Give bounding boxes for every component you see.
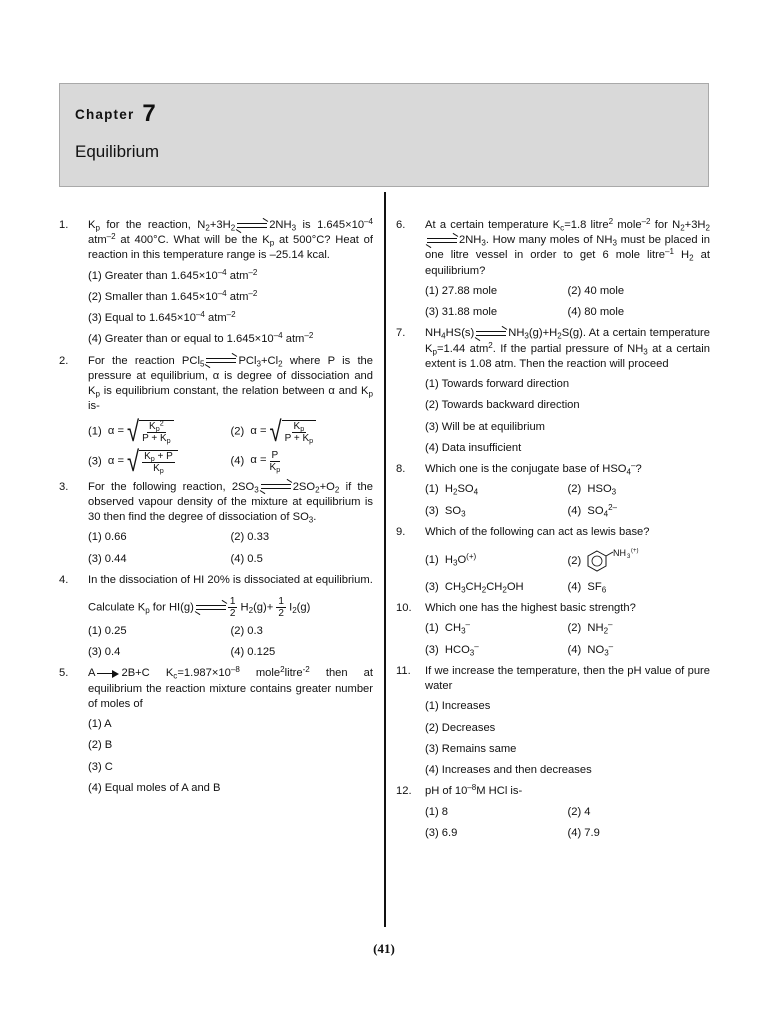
- chapter-label: Chapter 7: [75, 100, 156, 127]
- question-number: 9.: [396, 525, 406, 538]
- option-2[interactable]: (2) Towards backward direction: [425, 399, 580, 412]
- question-stem: $K_p$ for the reaction, $N_2+3H_2$ $2NH_3$ is $1.645\times 10^{-4}$ atm$^{-2}$ at 400°C. What will be the $K_p$ at 500°C? Heat of reaction in this temperature range is –25.14 kcal.: [88, 216, 373, 262]
- option-1[interactable]: (1) $CH_3^-$: [425, 620, 471, 636]
- option-3[interactable]: (3) Will be at equilibrium: [425, 420, 545, 433]
- option-4[interactable]: (4) 0.125: [230, 646, 276, 659]
- option-3[interactable]: (3) Equal to $1.645\times 10^{-4}$ atm$^{-2}$: [88, 310, 236, 325]
- option-1[interactable]: (1) α = √ $\frac{K_p^2}{P + K_p}$: [88, 420, 231, 444]
- option-4[interactable]: (4) Increases and then decreases: [425, 764, 592, 777]
- question-number: 11.: [396, 664, 411, 677]
- question-number: 2.: [59, 354, 69, 367]
- option-2[interactable]: (2) $NH_2^-$: [567, 620, 613, 636]
- option-2[interactable]: (2) Smaller than $1.645\times 10^{-4}$ atm$^{-2}$: [88, 288, 258, 303]
- left-column: [59, 218, 373, 802]
- option-1[interactable]: (1) Increases: [425, 700, 491, 713]
- option-4[interactable]: (4) $SO_4^{2-}$: [567, 502, 618, 518]
- question-3: [59, 480, 373, 567]
- chapter-title: Equilibrium: [75, 142, 160, 161]
- question-1: [59, 218, 373, 348]
- chapter-header: [59, 83, 709, 187]
- option-2[interactable]: (2) α = √ $\frac{K_p}{P + K_p}$: [231, 420, 374, 444]
- option-3[interactable]: (3) $CH_3CH_2CH_2OH$: [425, 580, 524, 595]
- option-2[interactable]: (2) 0.3: [230, 624, 263, 637]
- question-stem: At a certain temperature $K_c=1.8$ litre$^2$ mole$^{-2}$ for $N_2+3H_2$ $2NH_3$. How many moles of $NH_3$ must be placed in one litre vessel in order to get 6 mole litre$^{-1}$ $H_2$ at equilibrium?: [425, 216, 711, 277]
- option-4[interactable]: (4) Greater than or equal to $1.645\times 10^{-4}$ atm$^{-2}$: [88, 331, 314, 346]
- option-3[interactable]: (3) 0.44: [88, 552, 127, 565]
- question-8: [396, 462, 710, 519]
- option-1[interactable]: (1) Greater than $1.645\times 10^{-4}$ atm$^{-2}$: [88, 267, 258, 282]
- option-3[interactable]: (3) $HCO_3^-$: [425, 641, 479, 658]
- option-3[interactable]: (3) 6.9: [425, 826, 458, 839]
- question-stem: pH of $10^{-8}M$ HCl is-: [425, 783, 523, 798]
- option-4[interactable]: (4) Equal moles of A and B: [88, 781, 221, 794]
- question-stem: $NH_4HS(s)$ $NH_3(g)+H_2S(g)$. At a certain temperature $K_p=1.44$ atm$^2$. If the partial pressure of $NH_3$ at a certain extent is 1.08 atm. Then the reaction will proceed: [425, 327, 710, 370]
- anilinium-structure: [587, 548, 649, 574]
- option-3[interactable]: (3) C: [88, 760, 113, 773]
- question-stem: A 2B+C $K_c=1.987\times 10^{-8}$ mole$^2$litre$^{-2}$ then at equilibrium the reaction mixture contains greater number of moles of: [88, 665, 374, 710]
- option-4[interactable]: (4) $NO_3^-$: [567, 641, 614, 658]
- chapter-number: 7: [142, 100, 156, 127]
- question-12: [396, 784, 710, 841]
- option-1[interactable]: (1) $H_2SO_4$: [425, 483, 479, 497]
- question-5: [59, 666, 373, 796]
- right-column: [396, 218, 710, 847]
- option-1[interactable]: (1) 27.88 mole: [425, 284, 498, 297]
- option-4[interactable]: (4) 7.9: [567, 826, 600, 839]
- option-3[interactable]: (3) 0.4: [88, 646, 121, 659]
- question-number: 10.: [396, 602, 412, 615]
- option-2[interactable]: (2) Decreases: [425, 721, 496, 734]
- question-number: 5.: [59, 667, 69, 680]
- option-2[interactable]: (2) 4: [567, 805, 591, 818]
- question-stem: Which one is the conjugate base of $HSO_4^-$?: [425, 461, 642, 477]
- svg-text:3: 3: [627, 553, 631, 560]
- question-7: [396, 326, 710, 456]
- question-2: [59, 354, 373, 478]
- question-formula: Calculate $K_p$ for HI(g) $\frac{1}{2}$ $H_2(g)+$ $\frac{1}{2}$ $I_2(g)$: [88, 595, 311, 619]
- question-6: [396, 218, 710, 320]
- option-3[interactable]: (3) 31.88 mole: [425, 306, 498, 319]
- question-number: 3.: [59, 480, 69, 493]
- option-2[interactable]: (2) B: [88, 739, 113, 752]
- option-4[interactable]: (4) $SF_6$: [567, 580, 607, 595]
- question-stem: For the following reaction, $2SO_3$ $2SO_2+O_2$ if the observed vapour density of the mixture at equilibrium is 30 then find the degree of dissociation of $SO_3$.: [88, 480, 373, 525]
- option-1[interactable]: (1) 8: [425, 805, 449, 818]
- question-stem: For the reaction PCl$_5$ $PCl_3+Cl_2$ where P is the pressure at equilibrium, α is degree of dissociation and $K_p$ is equilibrium constant, the relation between α and $K_p$ is-: [88, 354, 373, 413]
- page-number: (41): [373, 941, 395, 956]
- question-stem: Which one has the highest basic strength?: [425, 602, 636, 615]
- option-3[interactable]: (3) $SO_3$: [425, 504, 466, 518]
- option-4[interactable]: (4) 0.5: [230, 552, 263, 565]
- option-1[interactable]: (1) 0.66: [88, 531, 127, 544]
- option-3[interactable]: (3) Remains same: [425, 742, 517, 755]
- question-4: [59, 573, 373, 661]
- question-11: [396, 664, 710, 778]
- option-1[interactable]: (1) A: [88, 718, 112, 731]
- question-number: 1.: [59, 219, 69, 231]
- option-2[interactable]: (2) 40 mole: [567, 284, 625, 297]
- option-2[interactable]: (2) NH 3 (+): [568, 548, 711, 574]
- question-9: [396, 525, 710, 595]
- option-2[interactable]: (2) $HSO_3$: [567, 483, 617, 497]
- option-2[interactable]: (2) 0.33: [230, 531, 270, 544]
- option-1[interactable]: (1) Towards forward direction: [425, 378, 570, 391]
- question-number: 8.: [396, 463, 406, 476]
- question-stem: In the dissociation of HI 20% is dissociated at equilibrium.: [88, 573, 373, 586]
- option-1[interactable]: (1) $H_3O^{(+)}$: [425, 552, 477, 568]
- question-stem: If we increase the temperature, then the pH value of pure water: [425, 664, 710, 693]
- svg-text:(+): (+): [631, 547, 639, 554]
- question-number: 7.: [396, 327, 406, 340]
- question-10: [396, 601, 710, 658]
- question-number: 4.: [59, 573, 69, 586]
- option-4[interactable]: (4) Data insufficient: [425, 441, 522, 454]
- question-stem: Which of the following can act as lewis base?: [425, 525, 650, 538]
- option-4[interactable]: (4) 80 mole: [567, 306, 625, 319]
- question-number: 12.: [396, 785, 412, 798]
- svg-text:NH: NH: [613, 547, 627, 558]
- option-1[interactable]: (1) 0.25: [88, 624, 127, 637]
- option-4[interactable]: (4) α = $\frac{P}{K_p}$: [230, 449, 281, 474]
- question-number: 6.: [396, 219, 406, 231]
- column-divider: [384, 192, 386, 927]
- option-3[interactable]: (3) α = √ $\frac{K_p + P}{K_p}$: [88, 450, 231, 474]
